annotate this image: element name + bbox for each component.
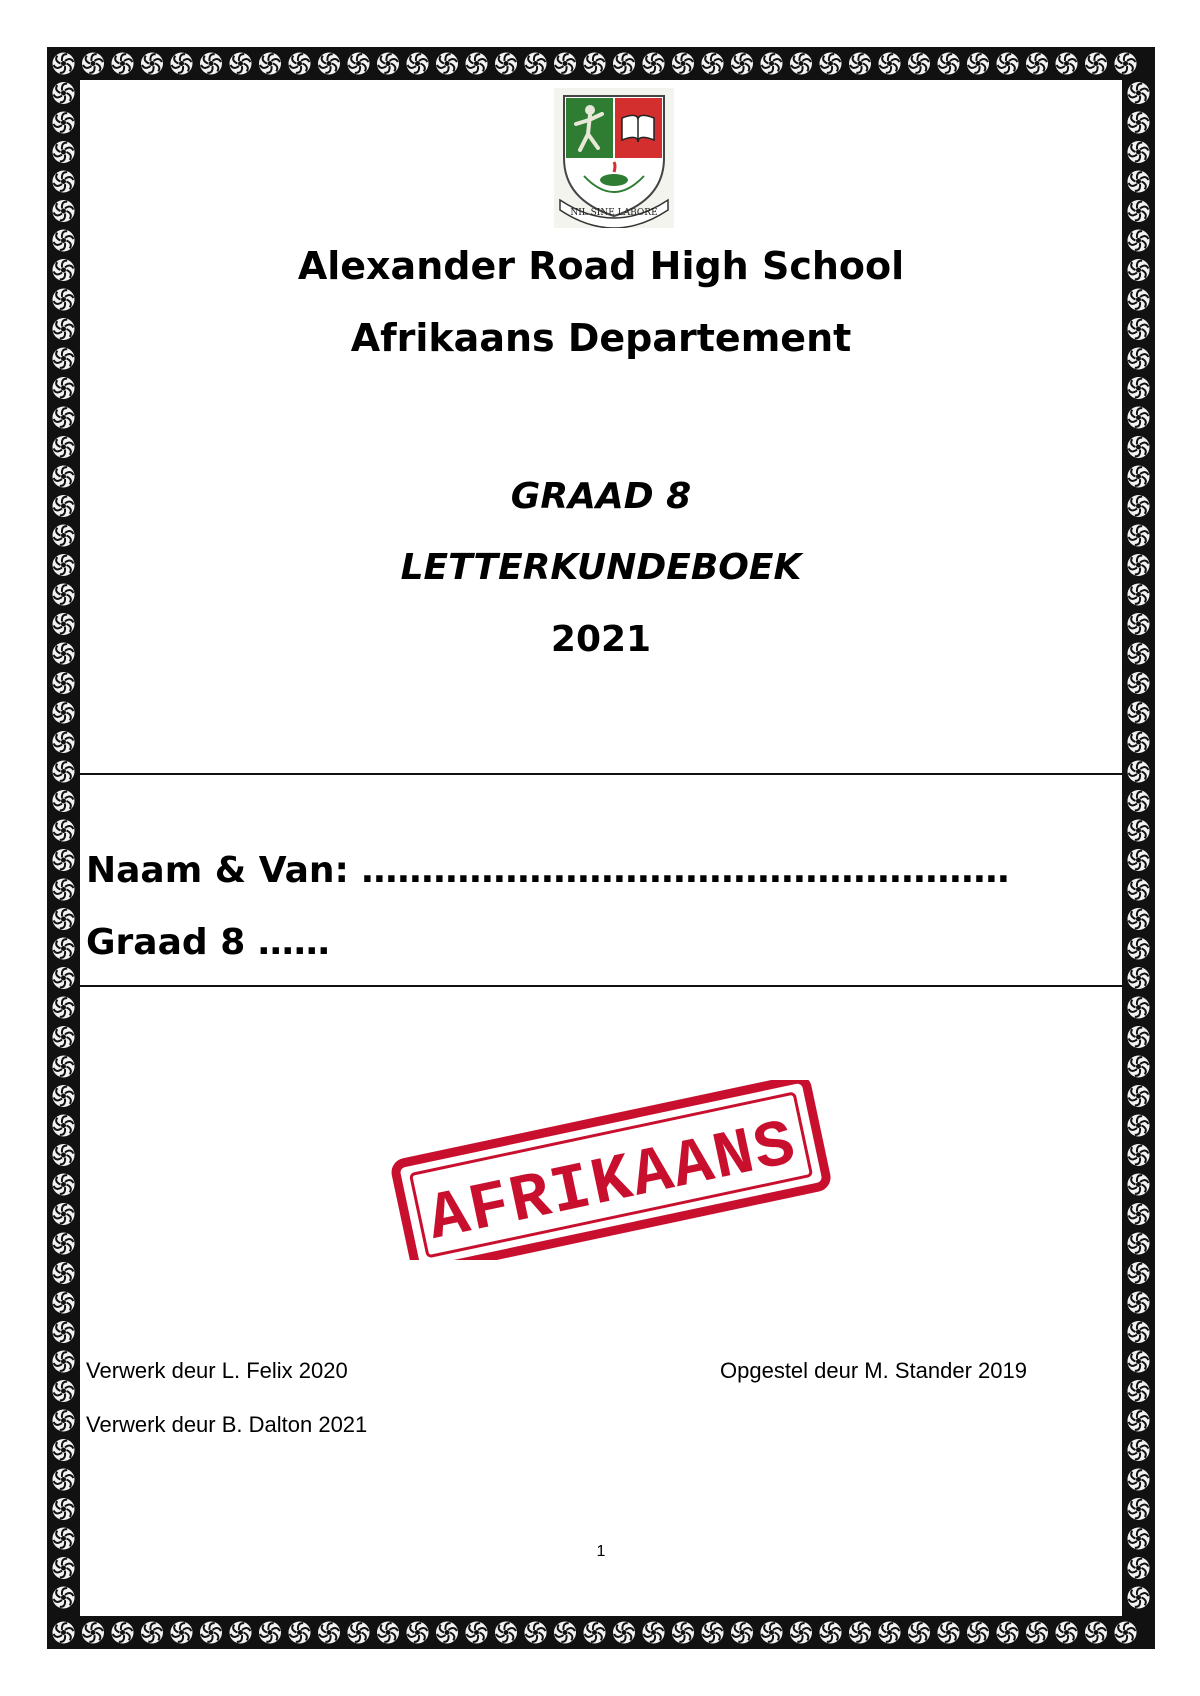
border-rosette-icon	[525, 53, 547, 75]
border-rosette-icon	[53, 1174, 75, 1196]
border-rosette-icon	[259, 53, 281, 75]
border-rosette-icon	[584, 1622, 606, 1644]
border-rosette-icon	[1128, 849, 1150, 871]
border-rosette-icon	[53, 259, 75, 281]
border-rosette-icon	[53, 348, 75, 370]
border-rosette-icon	[53, 53, 75, 75]
border-rosette-icon	[289, 1622, 311, 1644]
credit-revised-2021: Verwerk deur B. Dalton 2021	[86, 1412, 368, 1437]
border-rosette-icon	[1128, 554, 1150, 576]
border-rosette-icon	[1056, 1622, 1078, 1644]
border-rosette-icon	[53, 171, 75, 193]
border-rosette-icon	[1128, 1233, 1150, 1255]
border-rosette-icon	[53, 1321, 75, 1343]
border-rosette-icon	[53, 643, 75, 665]
border-rosette-icon	[53, 584, 75, 606]
border-rosette-icon	[348, 1622, 370, 1644]
border-rosette-icon	[997, 1622, 1019, 1644]
border-rosette-icon	[53, 230, 75, 252]
border-rosette-icon	[53, 967, 75, 989]
border-rosette-icon	[53, 1469, 75, 1491]
border-rosette-icon	[731, 1622, 753, 1644]
border-rosette-icon	[230, 53, 252, 75]
border-rosette-icon	[1128, 495, 1150, 517]
border-rosette-icon	[53, 1351, 75, 1373]
border-rosette-icon	[53, 141, 75, 163]
border-rosette-icon	[1128, 643, 1150, 665]
border-rosette-icon	[53, 702, 75, 724]
border-rosette-icon	[436, 1622, 458, 1644]
border-rosette-icon	[53, 761, 75, 783]
border-rosette-icon	[436, 53, 458, 75]
crest-motto-text: NIL SINE LABORE	[570, 208, 658, 218]
school-name: Alexander Road High School	[297, 244, 905, 288]
border-rosette-icon	[1128, 1498, 1150, 1520]
border-rosette-icon	[879, 1622, 901, 1644]
border-rosette-icon	[1128, 584, 1150, 606]
border-rosette-icon	[997, 53, 1019, 75]
border-rosette-icon	[1128, 230, 1150, 252]
afrikaans-stamp	[380, 1080, 840, 1260]
border-rosette-icon	[1128, 1085, 1150, 1107]
border-rosette-icon	[1128, 1587, 1150, 1609]
border-rosette-icon	[377, 1622, 399, 1644]
border-rosette-icon	[53, 997, 75, 1019]
border-rosette-icon	[53, 1233, 75, 1255]
border-rosette-icon	[1128, 879, 1150, 901]
border-rosette-icon	[1128, 112, 1150, 134]
border-rosette-icon	[53, 938, 75, 960]
border-rosette-icon	[1128, 348, 1150, 370]
border-rosette-icon	[1128, 1203, 1150, 1225]
border-rosette-icon	[53, 377, 75, 399]
department-name: Afrikaans Departement	[350, 316, 852, 360]
divider-top	[80, 773, 1122, 775]
border-rosette-icon	[141, 1622, 163, 1644]
credit-compiled-2019: Opgestel deur M. Stander 2019	[720, 1358, 1027, 1383]
border-rosette-icon	[938, 53, 960, 75]
border-rosette-icon	[790, 1622, 812, 1644]
border-rosette-icon	[672, 1622, 694, 1644]
border-rosette-icon	[1128, 141, 1150, 163]
border-rosette-icon	[53, 1439, 75, 1461]
border-rosette-icon	[53, 1115, 75, 1137]
border-rosette-icon	[53, 790, 75, 812]
book-title: LETTERKUNDEBOEK	[400, 547, 802, 588]
border-rosette-icon	[554, 53, 576, 75]
border-rosette-icon	[53, 1380, 75, 1402]
border-rosette-icon	[82, 1622, 104, 1644]
border-rosette-icon	[1128, 997, 1150, 1019]
border-rosette-icon	[53, 1557, 75, 1579]
border-rosette-icon	[318, 53, 340, 75]
border-rosette-icon	[1085, 53, 1107, 75]
border-rosette-icon	[672, 53, 694, 75]
grade-heading: GRAAD 8	[510, 476, 692, 517]
border-rosette-icon	[53, 1026, 75, 1048]
border-rosette-icon	[53, 436, 75, 458]
border-rosette-icon	[1128, 1174, 1150, 1196]
border-rosette-icon	[53, 731, 75, 753]
border-rosette-icon	[1128, 1026, 1150, 1048]
border-rosette-icon	[82, 53, 104, 75]
border-rosette-icon	[1128, 436, 1150, 458]
border-rosette-icon	[1115, 53, 1137, 75]
border-rosette-icon	[466, 53, 488, 75]
border-rosette-icon	[53, 1410, 75, 1432]
border-rosette-icon	[407, 53, 429, 75]
border-rosette-icon	[1128, 171, 1150, 193]
border-rosette-icon	[230, 1622, 252, 1644]
border-rosette-icon	[584, 53, 606, 75]
border-rosette-icon	[1128, 1380, 1150, 1402]
border-rosette-icon	[1128, 1115, 1150, 1137]
border-rosette-icon	[1128, 525, 1150, 547]
border-rosette-icon	[1128, 200, 1150, 222]
border-rosette-icon	[112, 1622, 134, 1644]
border-rosette-icon	[466, 1622, 488, 1644]
border-rosette-icon	[1128, 1144, 1150, 1166]
border-rosette-icon	[53, 820, 75, 842]
border-rosette-icon	[53, 1528, 75, 1550]
border-rosette-icon	[53, 554, 75, 576]
border-rosette-icon	[1128, 790, 1150, 812]
border-rosette-icon	[820, 53, 842, 75]
border-rosette-icon	[761, 1622, 783, 1644]
border-rosette-icon	[761, 53, 783, 75]
border-rosette-icon	[53, 849, 75, 871]
border-rosette-icon	[53, 1144, 75, 1166]
border-rosette-icon	[1128, 82, 1150, 104]
border-rosette-icon	[53, 613, 75, 635]
credit-revised-2020: Verwerk deur L. Felix 2020	[86, 1358, 348, 1383]
border-rosette-icon	[495, 1622, 517, 1644]
border-rosette-icon	[53, 407, 75, 429]
border-rosette-icon	[1128, 613, 1150, 635]
border-rosette-icon	[1128, 318, 1150, 340]
border-rosette-icon	[1128, 466, 1150, 488]
border-rosette-icon	[643, 53, 665, 75]
border-rosette-icon	[702, 53, 724, 75]
border-rosette-icon	[53, 495, 75, 517]
year-heading: 2021	[550, 619, 652, 660]
border-rosette-icon	[525, 1622, 547, 1644]
border-rosette-icon	[1026, 1622, 1048, 1644]
border-rosette-icon	[53, 1587, 75, 1609]
border-rosette-icon	[377, 53, 399, 75]
border-rosette-icon	[967, 1622, 989, 1644]
border-rosette-icon	[879, 53, 901, 75]
border-rosette-icon	[53, 908, 75, 930]
border-rosette-icon	[53, 1085, 75, 1107]
border-rosette-icon	[1128, 731, 1150, 753]
border-rosette-icon	[1128, 1321, 1150, 1343]
border-rosette-icon	[259, 1622, 281, 1644]
border-rosette-icon	[790, 53, 812, 75]
border-rosette-icon	[1128, 820, 1150, 842]
border-rosette-icon	[495, 53, 517, 75]
border-rosette-icon	[1128, 1439, 1150, 1461]
border-rosette-icon	[938, 1622, 960, 1644]
border-rosette-icon	[1128, 1056, 1150, 1078]
name-surname-field: Naam & Van: ………………………………………………	[86, 850, 1010, 891]
border-rosette-icon	[53, 1203, 75, 1225]
border-rosette-icon	[1128, 1410, 1150, 1432]
border-rosette-icon	[407, 1622, 429, 1644]
border-rosette-icon	[53, 82, 75, 104]
border-rosette-icon	[1128, 672, 1150, 694]
border-rosette-icon	[1056, 53, 1078, 75]
school-crest-logo	[554, 88, 674, 228]
border-rosette-icon	[1128, 702, 1150, 724]
border-rosette-icon	[171, 1622, 193, 1644]
border-rosette-icon	[53, 1498, 75, 1520]
page-number: 1	[596, 1543, 606, 1560]
border-rosette-icon	[348, 53, 370, 75]
border-rosette-icon	[53, 672, 75, 694]
border-rosette-icon	[141, 53, 163, 75]
border-rosette-icon	[53, 1622, 75, 1644]
border-rosette-icon	[1128, 1469, 1150, 1491]
border-rosette-icon	[1128, 377, 1150, 399]
border-rosette-icon	[1128, 1351, 1150, 1373]
border-rosette-icon	[820, 1622, 842, 1644]
border-rosette-icon	[53, 525, 75, 547]
border-rosette-icon	[1128, 761, 1150, 783]
border-rosette-icon	[200, 1622, 222, 1644]
border-rosette-icon	[1128, 938, 1150, 960]
border-rosette-icon	[613, 53, 635, 75]
border-rosette-icon	[1128, 1292, 1150, 1314]
border-rosette-icon	[1128, 908, 1150, 930]
border-rosette-icon	[171, 53, 193, 75]
border-rosette-icon	[289, 53, 311, 75]
border-rosette-icon	[200, 53, 222, 75]
border-rosette-icon	[908, 53, 930, 75]
border-rosette-icon	[554, 1622, 576, 1644]
border-rosette-icon	[53, 879, 75, 901]
border-rosette-icon	[702, 1622, 724, 1644]
border-rosette-icon	[1128, 1262, 1150, 1284]
border-rosette-icon	[849, 1622, 871, 1644]
border-rosette-icon	[1128, 259, 1150, 281]
border-rosette-icon	[613, 1622, 635, 1644]
border-rosette-icon	[1128, 1528, 1150, 1550]
border-rosette-icon	[318, 1622, 340, 1644]
cover-page	[80, 80, 1122, 1616]
border-rosette-icon	[53, 466, 75, 488]
border-rosette-icon	[112, 53, 134, 75]
border-rosette-icon	[53, 289, 75, 311]
border-rosette-icon	[53, 1056, 75, 1078]
border-rosette-icon	[53, 112, 75, 134]
border-rosette-icon	[908, 1622, 930, 1644]
border-rosette-icon	[1026, 53, 1048, 75]
border-rosette-icon	[53, 318, 75, 340]
border-rosette-icon	[643, 1622, 665, 1644]
border-rosette-icon	[1128, 1557, 1150, 1579]
grade-class-field: Graad 8 ……	[86, 922, 330, 963]
divider-bottom	[80, 985, 1122, 987]
border-rosette-icon	[731, 53, 753, 75]
border-rosette-icon	[1128, 289, 1150, 311]
stamp-text: AFRIKAANS	[421, 1106, 804, 1258]
border-rosette-icon	[1085, 1622, 1107, 1644]
border-rosette-icon	[967, 53, 989, 75]
border-rosette-icon	[1128, 407, 1150, 429]
border-rosette-icon	[1115, 1622, 1137, 1644]
border-rosette-icon	[1128, 967, 1150, 989]
border-rosette-icon	[53, 1292, 75, 1314]
border-rosette-icon	[53, 200, 75, 222]
border-rosette-icon	[53, 1262, 75, 1284]
border-rosette-icon	[849, 53, 871, 75]
